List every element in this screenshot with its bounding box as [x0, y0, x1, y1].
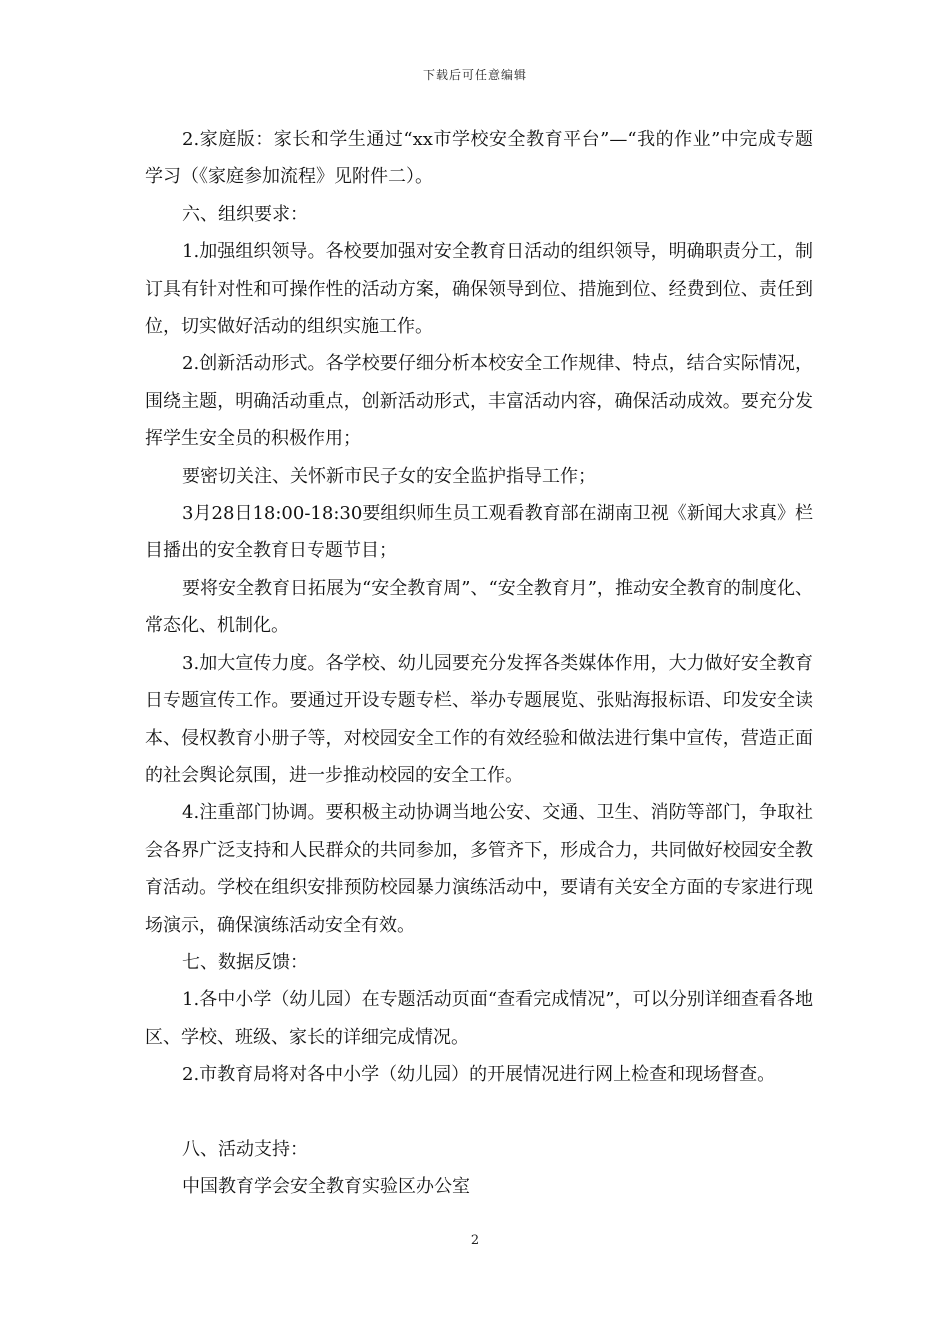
paragraph-extend-education-week: 要将安全教育日拓展为“安全教育周”、“安全教育月”，推动安全教育的制度化、常态化、机制化。	[145, 577, 813, 637]
paragraph-department-coordination: 4.注重部门协调。要积极主动协调当地公安、交通、卫生、消防等部门，争取社会各界广泛支持和人民群众的共同参加，多管齐下，形成合力，共同做好校园安全教育活动。学校在组织安排预防校园暴力演练活动中，要请有关安全方面的专家进行现场演示，确保演练活动安全有效。	[145, 802, 813, 936]
paragraph-family-version: 2.家庭版：家长和学生通过“xx市学校安全教育平台”—“我的作业”中完成专题学习（《家庭参加流程》见附件二）。	[145, 129, 813, 188]
page-number: 2	[470, 1233, 480, 1248]
blank-line	[145, 1094, 813, 1131]
document-body	[145, 121, 813, 1206]
heading-activity-support: 八、活动支持：	[182, 1138, 308, 1160]
paragraph-publicity: 3.加大宣传力度。各学校、幼儿园要充分发挥各类媒体作用，大力做好安全教育日专题宣传工作。要通过开设专题专栏、举办专题展览、张贴海报标语、印发安全读本、侵权教育小册子等，对校园安全工作的有效经验和做法进行集中宣传，营造正面的社会舆论氛围，进一步推动校园的安全工作。	[145, 652, 813, 786]
paragraph-strengthen-leadership: 1.加强组织领导。各校要加强对安全教育日活动的组织领导，明确职责分工，制订具有针对性和可操作性的活动方案，确保领导到位、措施到位、经费到位、责任到位，切实做好活动的组织实施工作。	[145, 241, 813, 338]
paragraph-support-office: 中国教育学会安全教育实验区办公室	[182, 1176, 470, 1198]
heading-data-feedback: 七、数据反馈：	[182, 951, 308, 973]
paragraph-view-completion: 1.各中小学（幼儿园）在专题活动页面“查看完成情况”，可以分别详细查看各地区、学校、班级、家长的详细完成情况。	[145, 989, 813, 1048]
paragraph-new-citizens-children: 要密切关注、关怀新市民子女的安全监护指导工作；	[182, 465, 596, 487]
paragraph-inspection: 2.市教育局将对各中小学（幼儿园）的开展情况进行网上检查和现场督查。	[182, 1064, 776, 1086]
page-header: 下载后可任意编辑	[422, 68, 527, 82]
paragraph-watch-program: 3月28日18:00-18:30要组织师生员工观看教育部在湖南卫视《新闻大求真》栏目播出的安全教育日专题节目；	[145, 503, 813, 562]
paragraph-innovate-activities: 2.创新活动形式。各学校要仔细分析本校安全工作规律、特点，结合实际情况，围绕主题，明确活动重点，创新活动形式，丰富活动内容，确保活动成效。要充分发挥学生安全员的积极作用；	[145, 353, 813, 450]
heading-organization-requirements: 六、组织要求：	[182, 203, 308, 225]
